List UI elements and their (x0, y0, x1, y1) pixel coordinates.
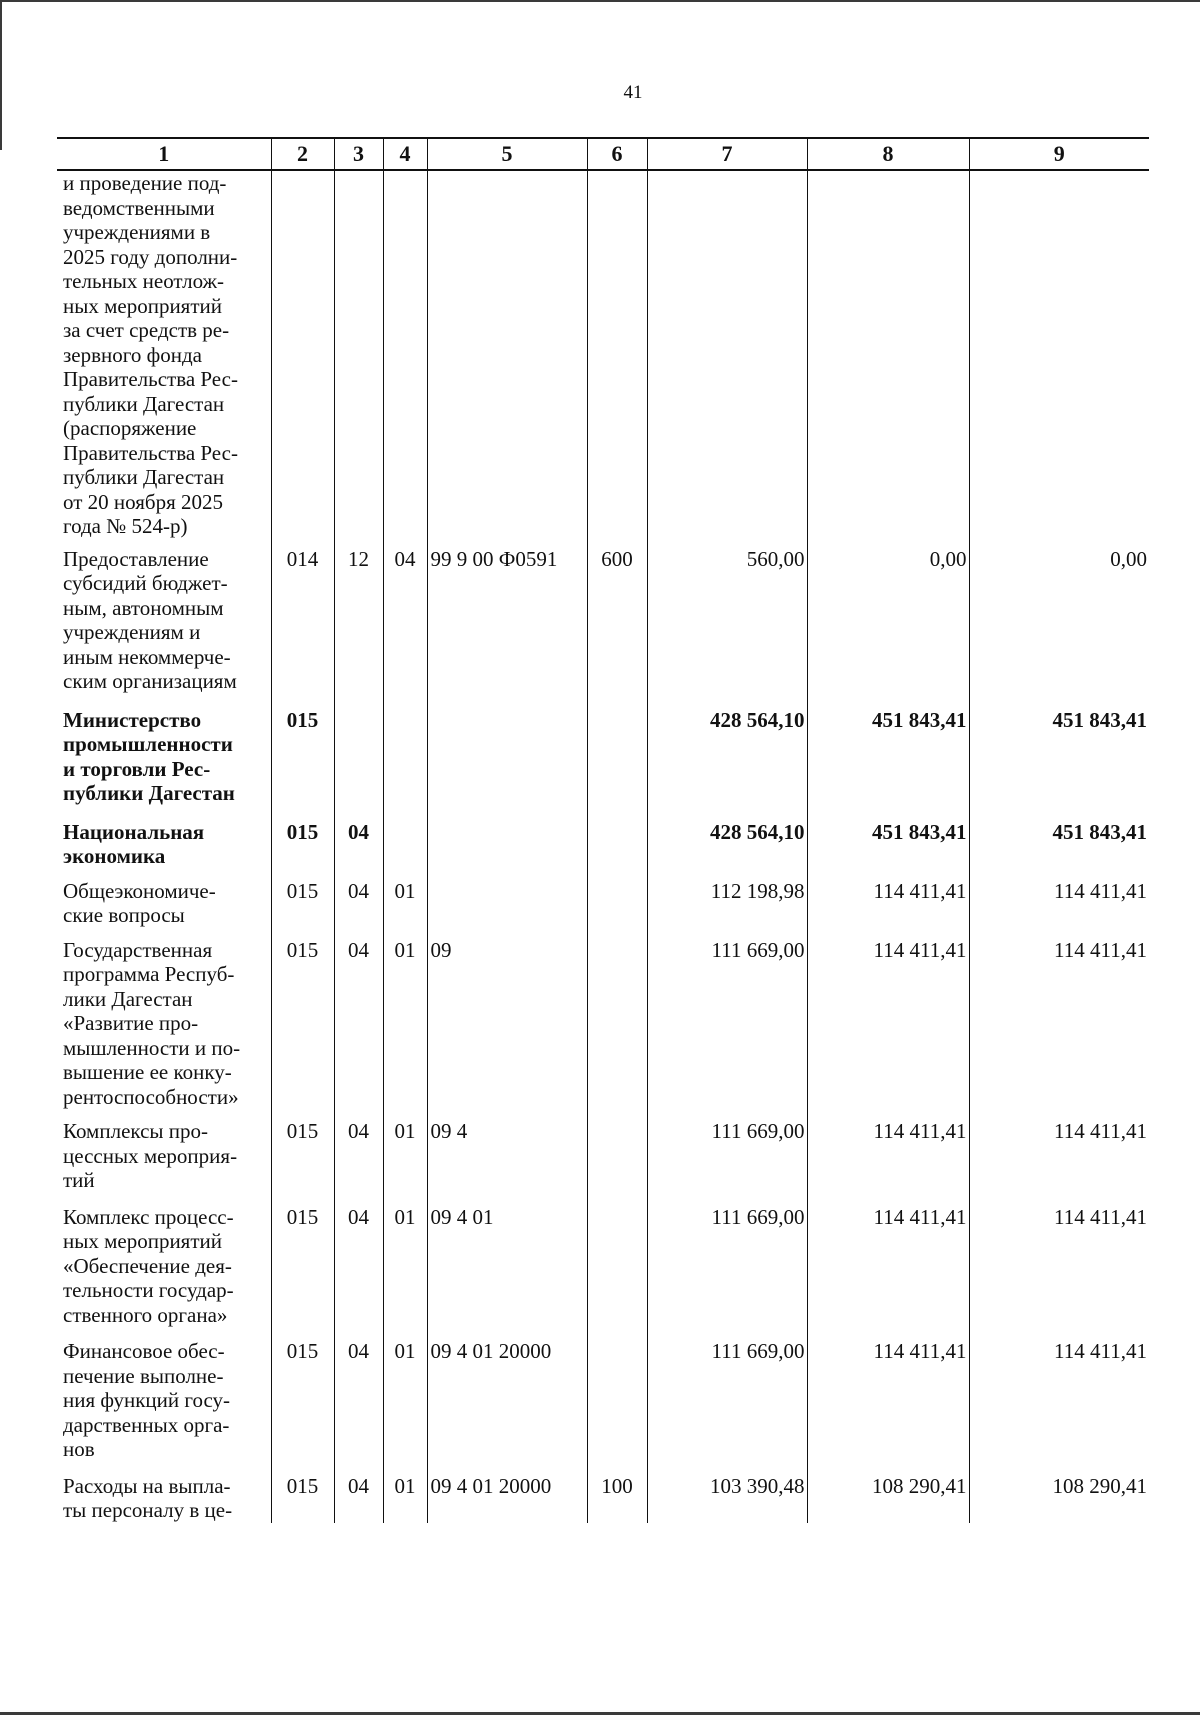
row-name-line: от 20 ноября 2025 (63, 489, 223, 514)
table-row (57, 820, 1149, 869)
budget-table (57, 137, 1149, 1523)
spacer-cell (57, 539, 271, 547)
ministry-code-cell: 015 (271, 708, 334, 806)
spacer-cell (969, 1462, 1149, 1474)
spacer-cell (57, 869, 271, 879)
table-row (57, 1205, 1149, 1328)
amount-col9-cell: 114 411,41 (969, 879, 1149, 928)
spacer-cell (807, 694, 969, 708)
section-code-cell: 04 (334, 938, 383, 1110)
spacer-cell (427, 928, 587, 938)
spacer-cell (383, 1327, 427, 1339)
section-code-cell: 04 (334, 1119, 383, 1193)
amount-col8-cell: 114 411,41 (807, 938, 969, 1110)
spacer-cell (271, 539, 334, 547)
spacer-cell (587, 1327, 647, 1339)
row-name-line: ным, автономным (63, 595, 224, 620)
expense-type-cell (587, 170, 647, 539)
amount-col9-cell: 114 411,41 (969, 1339, 1149, 1462)
amount-col9-cell (969, 170, 1149, 539)
ministry-code-cell: 015 (271, 1339, 334, 1462)
ministry-code-cell: 014 (271, 547, 334, 694)
section-code-cell: 04 (334, 1339, 383, 1462)
row-name-line: программа Респуб- (63, 962, 235, 986)
amount-col9-cell: 451 843,41 (969, 820, 1149, 869)
amount-col7-cell: 112 198,98 (647, 879, 807, 928)
subsection-code-cell: 01 (383, 1339, 427, 1462)
row-name-cell (57, 879, 271, 928)
amount-col9-cell: 114 411,41 (969, 1205, 1149, 1328)
spacer-cell (271, 694, 334, 708)
row-spacer (57, 1327, 1149, 1339)
subsection-code-cell: 01 (383, 1119, 427, 1193)
ministry-code-cell (271, 170, 334, 539)
subsection-code-cell: 01 (383, 1474, 427, 1523)
subsection-code-cell: 01 (383, 879, 427, 928)
row-name-line: мышленности и по- (63, 1035, 241, 1060)
row-name-line: Финансовое обес- (63, 1339, 225, 1363)
row-name-line: публики Дагестан (63, 465, 225, 489)
spacer-cell (383, 539, 427, 547)
spacer-cell (647, 806, 807, 820)
row-name-line: Предоставление (63, 546, 209, 571)
row-name-line: и проведение под- (63, 171, 227, 195)
spacer-cell (427, 869, 587, 879)
spacer-cell (969, 1109, 1149, 1119)
table-row (57, 879, 1149, 928)
spacer-cell (427, 694, 587, 708)
expense-type-cell: 100 (587, 1474, 647, 1523)
spacer-cell (383, 1193, 427, 1205)
spacer-cell (271, 869, 334, 879)
row-name-cell (57, 1474, 271, 1523)
row-name-line: публики Дагестан (63, 781, 235, 805)
spacer-cell (427, 1462, 587, 1474)
target-article-cell (427, 170, 587, 539)
row-name-line: печение выполне- (63, 1363, 224, 1388)
table-row (57, 1119, 1149, 1193)
row-spacer (57, 1462, 1149, 1474)
ministry-code-cell: 015 (271, 1119, 334, 1193)
row-name-line: ния функций госу- (63, 1388, 231, 1412)
spacer-cell (383, 928, 427, 938)
amount-col8-cell: 114 411,41 (807, 1339, 969, 1462)
spacer-cell (334, 806, 383, 820)
spacer-cell (334, 539, 383, 547)
amount-col8-cell: 0,00 (807, 547, 969, 694)
spacer-cell (383, 694, 427, 708)
row-name-cell (57, 820, 271, 869)
col-header-2: 2 (271, 138, 334, 170)
spacer-cell (57, 1109, 271, 1119)
expense-type-cell: 600 (587, 547, 647, 694)
row-name-line: тий (63, 1168, 95, 1192)
spacer-cell (647, 539, 807, 547)
spacer-cell (969, 806, 1149, 820)
section-code-cell: 04 (334, 1205, 383, 1328)
row-name-line: тельности государ- (63, 1278, 234, 1302)
spacer-cell (57, 1462, 271, 1474)
spacer-cell (271, 1193, 334, 1205)
amount-col9-cell: 451 843,41 (969, 708, 1149, 806)
spacer-cell (587, 1193, 647, 1205)
spacer-cell (587, 806, 647, 820)
spacer-cell (57, 928, 271, 938)
row-spacer (57, 694, 1149, 708)
spacer-cell (334, 1327, 383, 1339)
row-name-cell (57, 938, 271, 1110)
target-article-cell: 09 (427, 938, 587, 1110)
col-header-5: 5 (427, 138, 587, 170)
page-number: 41 (623, 82, 643, 103)
spacer-cell (383, 869, 427, 879)
amount-col7-cell (647, 170, 807, 539)
amount-col8-cell: 114 411,41 (807, 1119, 969, 1193)
spacer-cell (334, 928, 383, 938)
spacer-cell (271, 1327, 334, 1339)
spacer-cell (427, 1193, 587, 1205)
table-header-row (57, 138, 1149, 170)
amount-col7-cell: 560,00 (647, 547, 807, 694)
target-article-cell: 09 4 01 20000 (427, 1339, 587, 1462)
amount-col9-cell: 114 411,41 (969, 938, 1149, 1110)
spacer-cell (383, 1109, 427, 1119)
row-name-line: ственного органа» (63, 1302, 228, 1327)
subsection-code-cell: 04 (383, 547, 427, 694)
table-row (57, 547, 1149, 694)
spacer-cell (969, 539, 1149, 547)
amount-col8-cell: 114 411,41 (807, 1205, 969, 1328)
row-name-line: ским организациям (63, 669, 237, 693)
spacer-cell (57, 694, 271, 708)
row-name-line: учреждениям и (63, 620, 201, 644)
spacer-cell (807, 539, 969, 547)
spacer-cell (587, 869, 647, 879)
amount-col7-cell: 111 669,00 (647, 1205, 807, 1328)
spacer-cell (427, 806, 587, 820)
spacer-cell (334, 1462, 383, 1474)
target-article-cell: 09 4 01 20000 (427, 1474, 587, 1523)
row-spacer (57, 1109, 1149, 1119)
target-article-cell: 09 4 01 (427, 1205, 587, 1328)
col-header-6: 6 (587, 138, 647, 170)
row-name-line: «Развитие про- (63, 1011, 199, 1035)
amount-col8-cell: 451 843,41 (807, 708, 969, 806)
subsection-code-cell (383, 820, 427, 869)
spacer-cell (587, 1109, 647, 1119)
row-name-line: Общеэкономиче- (63, 878, 216, 903)
row-name-line: тельных неотлож- (63, 269, 225, 293)
row-spacer (57, 539, 1149, 547)
spacer-cell (427, 1109, 587, 1119)
subsection-code-cell (383, 170, 427, 539)
expense-type-cell (587, 1119, 647, 1193)
row-name-line: (распоряжение (63, 416, 197, 440)
row-name-cell (57, 1205, 271, 1328)
row-spacer (57, 806, 1149, 820)
amount-col8-cell: 108 290,41 (807, 1474, 969, 1523)
amount-col7-cell: 428 564,10 (647, 708, 807, 806)
amount-col8-cell (807, 170, 969, 539)
row-name-line: Правительства Рес- (63, 367, 238, 391)
table-row (57, 1339, 1149, 1462)
row-name-line: года № 524-р) (63, 514, 188, 538)
spacer-cell (383, 806, 427, 820)
row-name-cell (57, 708, 271, 806)
row-name-cell (57, 547, 271, 694)
col-header-4: 4 (383, 138, 427, 170)
amount-col9-cell: 108 290,41 (969, 1474, 1149, 1523)
spacer-cell (57, 1327, 271, 1339)
ministry-code-cell: 015 (271, 1474, 334, 1523)
spacer-cell (334, 1193, 383, 1205)
amount-col7-cell: 103 390,48 (647, 1474, 807, 1523)
scan-edge-top (0, 0, 1200, 2)
ministry-code-cell: 015 (271, 820, 334, 869)
row-name-line: субсидий бюджет- (63, 571, 228, 595)
row-name-line: Расходы на выпла- (63, 1473, 231, 1498)
col-header-8: 8 (807, 138, 969, 170)
spacer-cell (334, 694, 383, 708)
row-name-line: ты персоналу в це- (63, 1498, 233, 1522)
row-name-line: дарственных орга- (63, 1412, 230, 1437)
row-name-line: учреждениями в (63, 220, 211, 244)
spacer-cell (807, 1462, 969, 1474)
row-name-line: ных мероприятий (63, 1229, 222, 1253)
row-name-cell (57, 170, 271, 539)
row-name-line: Правительства Рес- (63, 440, 238, 465)
target-article-cell (427, 879, 587, 928)
spacer-cell (969, 1327, 1149, 1339)
table-row (57, 708, 1149, 806)
spacer-cell (647, 1193, 807, 1205)
spacer-cell (807, 869, 969, 879)
section-code-cell: 04 (334, 879, 383, 928)
spacer-cell (587, 694, 647, 708)
section-code-cell (334, 170, 383, 539)
spacer-cell (969, 869, 1149, 879)
spacer-cell (807, 1109, 969, 1119)
row-name-line: вышение ее конку- (63, 1060, 232, 1084)
row-name-line: публики Дагестан (63, 391, 225, 416)
spacer-cell (647, 1109, 807, 1119)
expense-type-cell (587, 938, 647, 1110)
amount-col7-cell: 111 669,00 (647, 1339, 807, 1462)
row-spacer (57, 869, 1149, 879)
row-spacer (57, 1193, 1149, 1205)
row-name-line: лики Дагестан (63, 986, 193, 1011)
spacer-cell (647, 928, 807, 938)
row-name-cell (57, 1339, 271, 1462)
scan-edge-left (0, 0, 2, 150)
row-name-line: 2025 году дополни- (63, 244, 238, 269)
spacer-cell (969, 694, 1149, 708)
amount-col7-cell: 111 669,00 (647, 938, 807, 1110)
spacer-cell (587, 928, 647, 938)
spacer-cell (334, 1109, 383, 1119)
row-name-line: нов (63, 1437, 95, 1461)
row-name-line: ных мероприятий (63, 293, 222, 318)
spacer-cell (587, 539, 647, 547)
row-name-line: и торговли Рес- (63, 756, 211, 781)
spacer-cell (647, 1327, 807, 1339)
row-name-line: ведомственными (63, 195, 215, 220)
amount-col9-cell: 0,00 (969, 547, 1149, 694)
spacer-cell (807, 928, 969, 938)
expense-type-cell (587, 1205, 647, 1328)
table-row (57, 938, 1149, 1110)
target-article-cell: 09 4 (427, 1119, 587, 1193)
spacer-cell (334, 869, 383, 879)
spacer-cell (969, 1193, 1149, 1205)
row-name-line: «Обеспечение дея- (63, 1253, 232, 1278)
target-article-cell: 99 9 00 Ф0591 (427, 547, 587, 694)
section-code-cell (334, 708, 383, 806)
col-header-9: 9 (969, 138, 1149, 170)
amount-col7-cell: 111 669,00 (647, 1119, 807, 1193)
spacer-cell (807, 1193, 969, 1205)
target-article-cell (427, 820, 587, 869)
spacer-cell (271, 1109, 334, 1119)
ministry-code-cell: 015 (271, 879, 334, 928)
col-header-3: 3 (334, 138, 383, 170)
subsection-code-cell: 01 (383, 938, 427, 1110)
expense-type-cell (587, 1339, 647, 1462)
spacer-cell (427, 1327, 587, 1339)
row-name-line: зервного фонда (63, 342, 202, 367)
table-body (57, 170, 1149, 1523)
row-name-line: Государственная (63, 937, 213, 962)
row-name-line: цессных мероприя- (63, 1143, 238, 1168)
row-name-line: Комплекс процесс- (63, 1204, 234, 1229)
spacer-cell (57, 806, 271, 820)
spacer-cell (383, 1462, 427, 1474)
spacer-cell (647, 694, 807, 708)
spacer-cell (271, 928, 334, 938)
spacer-cell (969, 928, 1149, 938)
spacer-cell (647, 869, 807, 879)
section-code-cell: 04 (334, 1474, 383, 1523)
row-name-line: ские вопросы (63, 903, 185, 927)
table-row (57, 170, 1149, 539)
spacer-cell (647, 1462, 807, 1474)
row-name-line: Комплексы про- (63, 1119, 208, 1143)
spacer-cell (271, 806, 334, 820)
spacer-cell (807, 806, 969, 820)
ministry-code-cell: 015 (271, 938, 334, 1110)
row-name-cell (57, 1119, 271, 1193)
expense-type-cell (587, 879, 647, 928)
row-name-line: промышленности (63, 732, 233, 756)
spacer-cell (587, 1462, 647, 1474)
spacer-cell (271, 1462, 334, 1474)
row-name-line: Министерство (63, 707, 202, 732)
section-code-cell: 12 (334, 547, 383, 694)
expense-type-cell (587, 820, 647, 869)
expense-type-cell (587, 708, 647, 806)
row-spacer (57, 928, 1149, 938)
row-name-line: за счет средств ре- (63, 318, 230, 342)
subsection-code-cell: 01 (383, 1205, 427, 1328)
subsection-code-cell (383, 708, 427, 806)
spacer-cell (807, 1327, 969, 1339)
col-header-7: 7 (647, 138, 807, 170)
amount-col7-cell: 428 564,10 (647, 820, 807, 869)
spacer-cell (427, 539, 587, 547)
amount-col9-cell: 114 411,41 (969, 1119, 1149, 1193)
row-name-line: экономика (63, 844, 166, 868)
ministry-code-cell: 015 (271, 1205, 334, 1328)
amount-col8-cell: 114 411,41 (807, 879, 969, 928)
table-row (57, 1474, 1149, 1523)
section-code-cell: 04 (334, 820, 383, 869)
row-name-line: Национальная (63, 819, 205, 844)
amount-col8-cell: 451 843,41 (807, 820, 969, 869)
col-header-1: 1 (57, 138, 271, 170)
target-article-cell (427, 708, 587, 806)
row-name-line: иным некоммерче- (63, 644, 231, 669)
spacer-cell (57, 1193, 271, 1205)
row-name-line: рентоспособности» (63, 1084, 239, 1109)
